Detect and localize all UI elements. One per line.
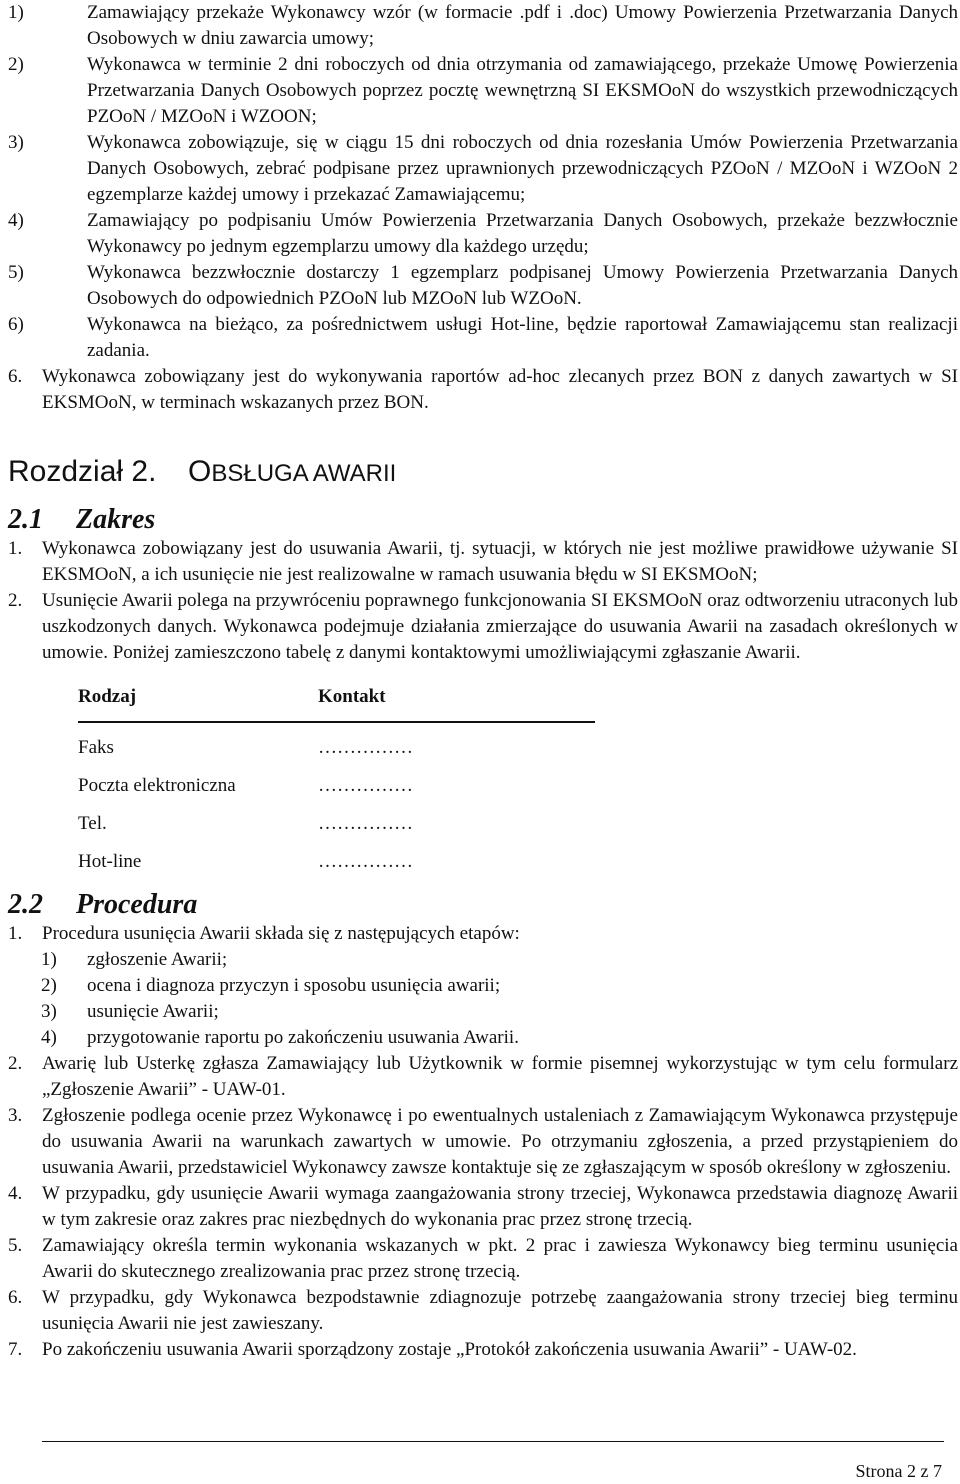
list-item [8, 364, 958, 416]
list-number: 4) [8, 210, 24, 231]
list-number: 2. [8, 590, 23, 611]
list-number: 1. [8, 538, 23, 559]
list-text: Wykonawca zobowiązany jest do wykonywania raportów ad-hoc zlecanych przez BON z danych zawartych w SI EKSMOoN, w terminach wskazanych przez BON. [42, 366, 958, 413]
table-row [78, 761, 595, 799]
cell-kontakt: …………… [318, 851, 413, 872]
cell-kontakt: …………… [318, 813, 413, 834]
list-item [8, 921, 958, 947]
list-number: 3. [8, 1105, 23, 1126]
list-text: ocena i diagnoza przyczyn i sposobu usunięcia awarii; [87, 975, 501, 996]
list-item [8, 1051, 958, 1103]
list-item [8, 999, 958, 1025]
list-text: Usunięcie Awarii polega na przywróceniu poprawnego funkcjonowania SI EKSMOoN oraz odtworzeniu utraconych lub uszkodzonych danych. Wykonawca podejmuje działania zmierzające do usuwania Awarii na zasadach określonych w umowie. Poniżej zamieszczono tabelę z danymi kontaktowymi umożliwiającymi zgłaszanie Awarii. [42, 590, 958, 663]
list-item [8, 1025, 958, 1051]
list-text: Zamawiający po podpisaniu Umów Powierzenia Przetwarzania Danych Osobowych, przekaże bezzwłocznie Wykonawcy po jednym egzemplarzu umowy dla każdego urzędu; [87, 210, 958, 257]
list-text: Po zakończeniu usuwania Awarii sporządzony zostaje „Protokół zakończenia usuwania Awarii” - UAW-02. [42, 1339, 857, 1360]
list-number: 1) [8, 2, 24, 23]
top-list [8, 0, 958, 52]
cell-kontakt: …………… [318, 775, 413, 796]
list-text: Zgłoszenie podlega ocenie przez Wykonawcę i po ewentualnych ustaleniach z Zamawiającym Wykonawca przystępuje do usuwania Awarii na warunkach zawartych w umowie. Po otrzymaniu zgłoszenia, a przed przystąpieniem do usuwania Awarii, przedstawiciel Wykonawcy zawsze kontaktuje się ze zgłaszającym w sposób określony w zgłoszeniu. [42, 1105, 958, 1178]
header-kontakt: Kontakt [318, 686, 386, 707]
section-number: 2.1 [8, 504, 43, 535]
chapter-label: Rozdział 2. [8, 455, 157, 488]
section-number: 2.2 [8, 889, 43, 920]
list-item [8, 588, 958, 666]
list-text: Wykonawca zobowiązuje, się w ciągu 15 dni roboczych od dnia rozesłania Umów Powierzenia Przetwarzania Danych Osobowych, zebrać podpisane przez uprawnionych przewodniczących PZOoN / MZOoN i WZOoN 2 egzemplarze każdej umowy i przekazać Zamawiającemu; [87, 132, 958, 205]
list-text: Wykonawca w terminie 2 dni roboczych od dnia otrzymania od zamawiającego, przekaże Umowę Powierzenia Przetwarzania Danych Osobowych poprzez pocztę wewnętrzną SI EKSMOoN do wszystkich przewodniczących PZOoN / MZOoN i WZOON; [87, 54, 958, 127]
contact-table [78, 684, 595, 875]
list-number: 5) [8, 262, 24, 283]
section-title: Zakres [76, 504, 156, 535]
section-heading-procedura [8, 889, 958, 921]
list-text: usunięcie Awarii; [87, 1001, 219, 1022]
list-item [8, 1285, 958, 1337]
list-text: Wykonawca zobowiązany jest do usuwania Awarii, tj. sytuacji, w których nie jest możliwe prawidłowe używanie SI EKSMOoN, a ich usunięcie nie jest realizowalne w ramach usuwania błędu w SI EKSMOoN; [42, 538, 958, 585]
list-text: Awarię lub Usterkę zgłasza Zamawiający lub Użytkownik w formie pisemnej wykorzystując w tym celu formularz „Zgłoszenie Awarii” - UAW-01. [42, 1053, 958, 1100]
list-number: 6. [8, 366, 23, 387]
list-text: Zamawiający określa termin wykonania wskazanych w pkt. 2 prac i zawiesza Wykonawcy bieg terminu usunięcia Awarii do skutecznego zrealizowania prac przez stronę trzecią. [42, 1235, 958, 1282]
list-item [8, 312, 958, 364]
page-number: Strona 2 z 7 [855, 1461, 942, 1481]
list-text: Zamawiający przekaże Wykonawcy wzór (w formacie .pdf i .doc) Umowy Powierzenia Przetwarzania Danych Osobowych w dniu zawarcia umowy; [87, 2, 958, 49]
list-item [8, 52, 958, 130]
list-item [8, 536, 958, 588]
cell-rodzaj: Faks [78, 737, 114, 758]
chapter-heading [8, 454, 958, 492]
list-number: 4. [8, 1183, 23, 1204]
cell-rodzaj: Tel. [78, 813, 107, 834]
list-item [8, 1181, 958, 1233]
list-text: Wykonawca na bieżąco, za pośrednictwem usługi Hot-line, będzie raportował Zamawiającemu stan realizacji zadania. [87, 314, 958, 361]
cell-rodzaj: Hot-line [78, 851, 142, 872]
list-number: 6. [8, 1287, 23, 1308]
list-item [8, 1337, 958, 1363]
footer-rule [42, 1441, 944, 1442]
list-item [8, 1233, 958, 1285]
list-number: 7. [8, 1339, 23, 1360]
list-text: W przypadku, gdy usunięcie Awarii wymaga zaangażowania strony trzeciej, Wykonawca przedstawia diagnozę Awarii w tym zakresie oraz zakres prac niezbędnych do wykonania prac przez stronę trzecią. [42, 1183, 958, 1230]
list-text: W przypadku, gdy Wykonawca bezpodstawnie zdiagnozuje potrzebę zaangażowania strony trzeciej bieg terminu usunięcia Awarii nie jest zawieszany. [42, 1287, 958, 1334]
table-row [78, 723, 595, 761]
list-text: Wykonawca bezzwłocznie dostarczy 1 egzemplarz podpisanej Umowy Powierzenia Przetwarzania Danych Osobowych do odpowiednich PZOoN lub MZOoN lub WZOoN. [87, 262, 958, 309]
contact-table-header [78, 684, 595, 723]
section-heading-zakres [8, 504, 958, 536]
list-number: 3) [8, 132, 24, 153]
list-item [8, 947, 958, 973]
list-item [8, 973, 958, 999]
table-row [78, 799, 595, 837]
list-number: 1) [41, 949, 57, 970]
list-item [8, 0, 958, 52]
list-number: 2. [8, 1053, 23, 1074]
cell-rodzaj: Poczta elektroniczna [78, 775, 236, 796]
cell-kontakt: …………… [318, 737, 413, 758]
list-text: przygotowanie raportu po zakończeniu usuwania Awarii. [87, 1027, 519, 1048]
list-number: 2) [8, 54, 24, 75]
chapter-title: OBSŁUGA AWARII [188, 455, 397, 488]
list-number: 4) [41, 1027, 57, 1048]
list-number: 3) [41, 1001, 57, 1022]
section-title: Procedura [76, 889, 198, 920]
header-rodzaj: Rodzaj [78, 686, 137, 707]
list-number: 2) [41, 975, 57, 996]
list-text: Procedura usunięcia Awarii składa się z następujących etapów: [42, 923, 520, 944]
list-number: 5. [8, 1235, 23, 1256]
list-text: zgłoszenie Awarii; [87, 949, 228, 970]
table-row [78, 837, 595, 875]
list-number: 1. [8, 923, 23, 944]
document-page [8, 0, 958, 1363]
list-item [8, 130, 958, 208]
list-item [8, 208, 958, 260]
list-item [8, 260, 958, 312]
top-list-rest [8, 52, 958, 364]
list-number: 6) [8, 314, 24, 335]
list-item [8, 1103, 958, 1181]
